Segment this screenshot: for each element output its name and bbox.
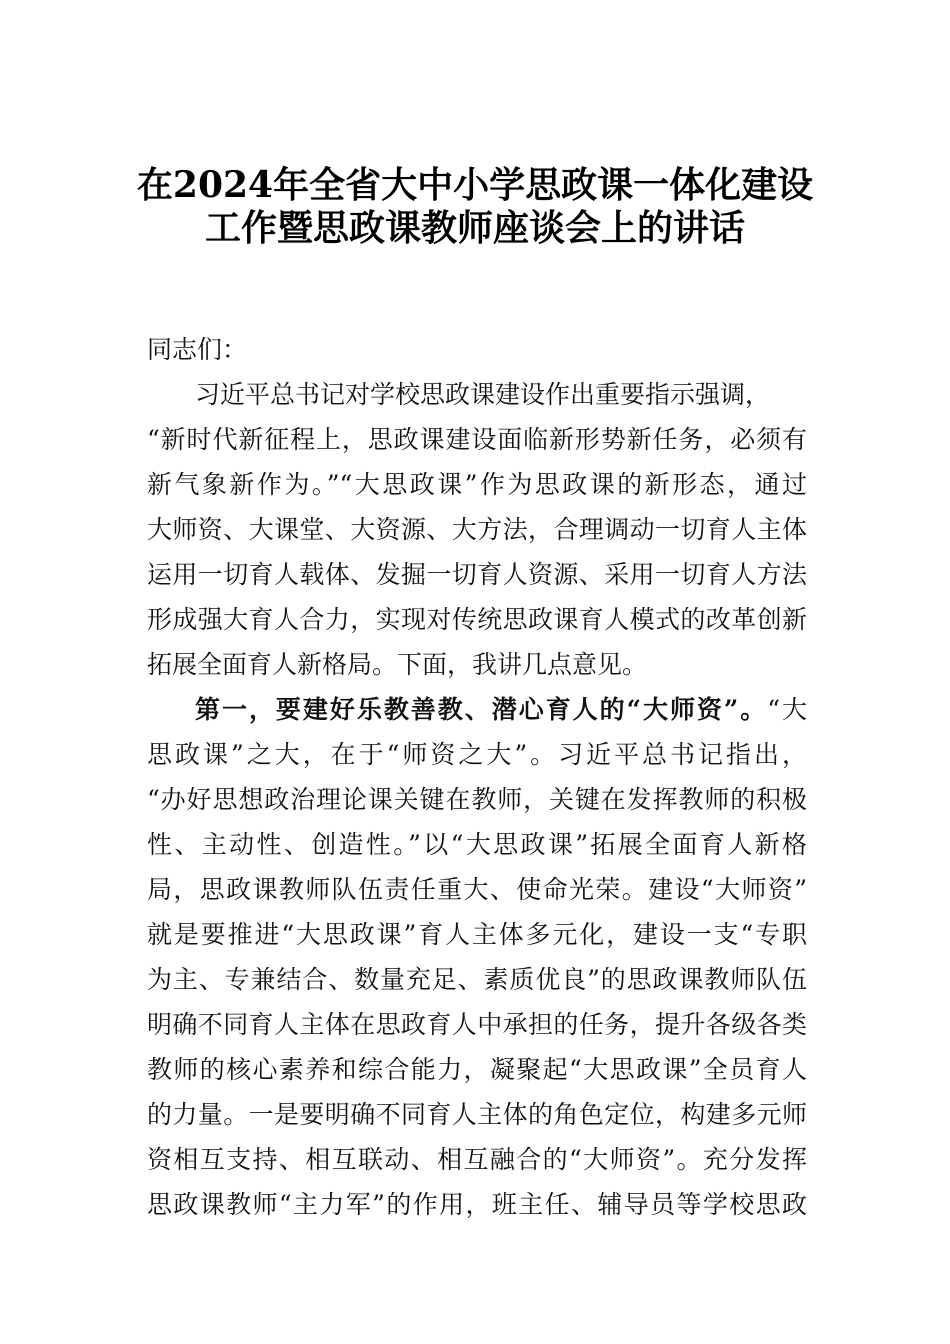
paragraph-2-line: 思政课”之大，在于“师资之大”。习近平总书记指出，	[147, 740, 807, 769]
paragraph-1-line: “新时代新征程上，思政课建设面临新形势新任务，必须有	[147, 425, 807, 454]
paragraph-2-line: 的力量。一是要明确不同育人主体的角色定位，构建多元师	[147, 1100, 807, 1129]
paragraph-2-line: 就是要推进“大思政课”育人主体多元化，建设一支“专职	[147, 920, 807, 949]
paragraph-2-line: 性、主动性、创造性。”以“大思政课”拓展全面育人新格	[147, 830, 807, 859]
paragraph-1-line: 习近平总书记对学校思政课建设作出重要指示强调，	[195, 380, 771, 409]
paragraph-1-line: 新气象新作为。”“大思政课”作为思政课的新形态，通过	[147, 470, 807, 499]
paragraph-2-line: 思政课教师“主力军”的作用，班主任、辅导员等学校思政	[147, 1190, 807, 1219]
paragraph-2-line: 为主、专兼结合、数量充足、素质优良”的思政课教师队伍	[147, 965, 807, 994]
paragraph-1-line: 形成强大育人合力，实现对传统思政课育人模式的改革创新	[147, 605, 807, 634]
paragraph-2-line: 局，思政课教师队伍责任重大、使命光荣。建设“大师资”	[147, 875, 807, 904]
section-heading-tail: “大	[767, 695, 807, 724]
paragraph-2-line: 教师的核心素养和综合能力，凝聚起“大思政课”全员育人	[147, 1055, 807, 1084]
paragraph-2-line: 资相互支持、相互联动、相互融合的“大师资”。充分发挥	[147, 1145, 807, 1174]
paragraph-1-line: 运用一切育人载体、发掘一切育人资源、采用一切育人方法	[147, 560, 807, 589]
section-heading: 第一，要建好乐教善教、潜心育人的“大师资”。	[195, 695, 768, 724]
paragraph-1-line: 拓展全面育人新格局。下面，我讲几点意见。	[147, 650, 648, 679]
salutation: 同志们：	[147, 335, 248, 364]
title-line-2: 工作暨思政课教师座谈会上的讲话	[204, 207, 745, 249]
paragraph-2-line: 明确不同育人主体在思政育人中承担的任务，提升各级各类	[147, 1010, 807, 1039]
title-line-1: 在2024年全省大中小学思政课一体化建设	[136, 164, 814, 206]
paragraph-1-line: 大师资、大课堂、大资源、大方法，合理调动一切育人主体	[147, 515, 807, 544]
paragraph-2-line: “办好思想政治理论课关键在教师，关键在发挥教师的积极	[147, 785, 807, 814]
paragraph-2-first-line	[195, 690, 807, 730]
